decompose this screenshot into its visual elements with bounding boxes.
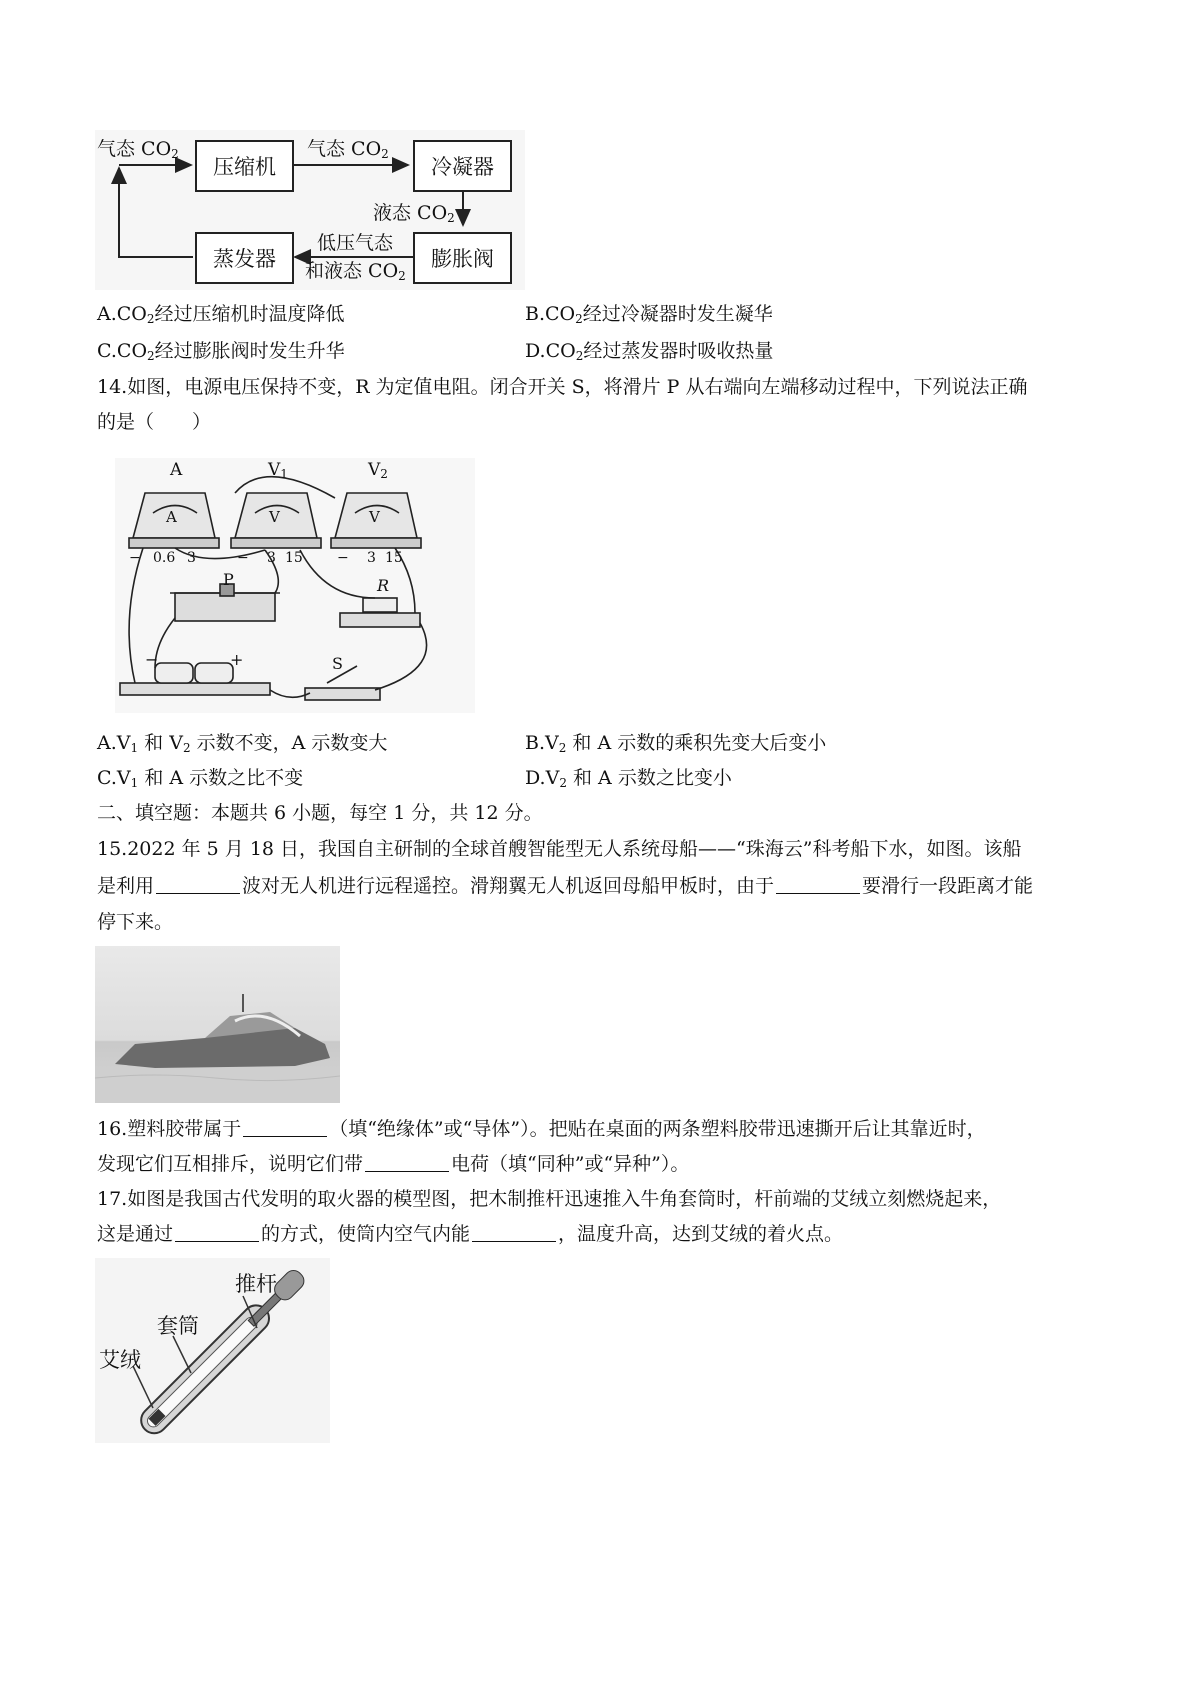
terminal-a-3: 3	[187, 550, 196, 566]
terminal-a-06: 0.6	[153, 550, 176, 566]
q13-option-a: $A.CO_2$经过压缩机时温度降低	[97, 303, 345, 326]
label-gas-left: 气态 $CO_2$	[97, 138, 179, 161]
terminal-v2-3: 3	[367, 550, 376, 566]
label-battery-plus: +	[230, 650, 244, 669]
evaporator-box: 蒸发器	[195, 232, 294, 284]
label-v2: $V_2$	[368, 460, 388, 481]
label-ammeter: A	[170, 460, 183, 480]
q13-option-d: $D.CO_2$经过蒸发器时吸收热量	[525, 340, 774, 363]
q15-line1: 15.2022 年 5 月 18 日，我国自主研制的全球首艘智能型无人系统母船——“珠海云”科考船下水，如图。该船	[97, 838, 1022, 860]
fire-piston-figure	[95, 1258, 330, 1443]
q16-blank2[interactable]	[365, 1153, 449, 1172]
q14-line1: 14.如图，电源电压保持不变，R 为定值电阻。闭合开关 S，将滑片 P 从右端向左端移动过程中，下列说法正确	[97, 376, 1028, 398]
label-low-pressure-1: 低压气态	[317, 232, 394, 254]
terminal-v1-3: 3	[267, 550, 276, 566]
ship-drawing	[95, 946, 340, 1103]
label-slider-p: P	[223, 570, 234, 589]
label-resistor-r: R	[377, 576, 390, 595]
label-moxa: 艾绒	[99, 1348, 141, 1372]
label-battery-minus: −	[145, 650, 159, 669]
q15-line3: 停下来。	[97, 911, 174, 933]
terminal-a-minus: −	[129, 550, 141, 566]
q14-line2: 的是（ ）	[97, 411, 212, 433]
q16-line2: 发现它们互相排斥，说明它们带 电荷（填“同种”或“异种”）。	[97, 1153, 690, 1175]
q16-line1: 16.塑料胶带属于 （填“绝缘体”或“导体”）。把贴在桌面的两条塑料胶带迅速撕开后让其靠近时，	[97, 1118, 986, 1140]
ship-photo	[95, 946, 340, 1103]
terminal-v1-15: 15	[285, 550, 303, 566]
terminal-v2-15: 15	[385, 550, 403, 566]
q17-line1: 17.如图是我国古代发明的取火器的模型图，把木制推杆迅速推入牛角套筒时，杆前端的艾绒立刻燃烧起来，	[97, 1188, 1002, 1210]
voltmeter2-face: V	[369, 508, 380, 526]
q15-blank1[interactable]	[156, 875, 240, 894]
circuit-drawing	[115, 458, 475, 713]
label-sleeve: 套筒	[157, 1314, 199, 1338]
condenser-box: 冷凝器	[413, 140, 512, 192]
q14-option-c: $C.V_1$ 和 A 示数之比不变	[97, 767, 304, 790]
q16-blank1[interactable]	[243, 1118, 327, 1137]
label-push-rod: 推杆	[235, 1272, 277, 1296]
q17-line2: 这是通过 的方式，使筒内空气内能 ，温度升高，达到艾绒的着火点。	[97, 1223, 844, 1245]
terminal-v2-minus: −	[337, 550, 349, 566]
label-low-pressure-2: 和液态 $CO_2$	[305, 260, 406, 283]
q17-blank1[interactable]	[175, 1223, 259, 1242]
circuit-figure	[115, 458, 475, 713]
q15-blank2[interactable]	[776, 875, 860, 894]
label-switch-s: S	[332, 654, 343, 673]
q14-option-d: $D.V_2$ 和 A 示数之比变小	[525, 767, 732, 790]
ammeter-face: A	[166, 508, 177, 526]
q13-option-c: $C.CO_2$经过膨胀阀时发生升华	[97, 340, 345, 363]
terminal-v1-minus: −	[237, 550, 249, 566]
co2-cycle-diagram	[95, 130, 525, 290]
q13-option-b: $B.CO_2$经过冷凝器时发生凝华	[525, 303, 773, 326]
label-liquid: 液态 $CO_2$	[373, 202, 455, 225]
q17-blank2[interactable]	[472, 1223, 556, 1242]
q14-option-a: $A.V_1$ 和 $V_2$ 示数不变，A 示数变大	[97, 732, 388, 755]
label-gas-top: 气态 $CO_2$	[307, 138, 389, 161]
voltmeter1-face: V	[269, 508, 280, 526]
q15-line2: 是利用 波对无人机进行远程遥控。滑翔翼无人机返回母船甲板时，由于 要滑行一段距离才能	[97, 875, 1034, 897]
section2-heading: 二、填空题：本题共 6 小题，每空 1 分，共 12 分。	[97, 802, 543, 824]
q14-option-b: $B.V_2$ 和 A 示数的乘积先变大后变小	[525, 732, 827, 755]
label-v1: $V_1$	[268, 460, 288, 481]
valve-box: 膨胀阀	[413, 232, 512, 284]
compressor-box: 压缩机	[195, 140, 294, 192]
